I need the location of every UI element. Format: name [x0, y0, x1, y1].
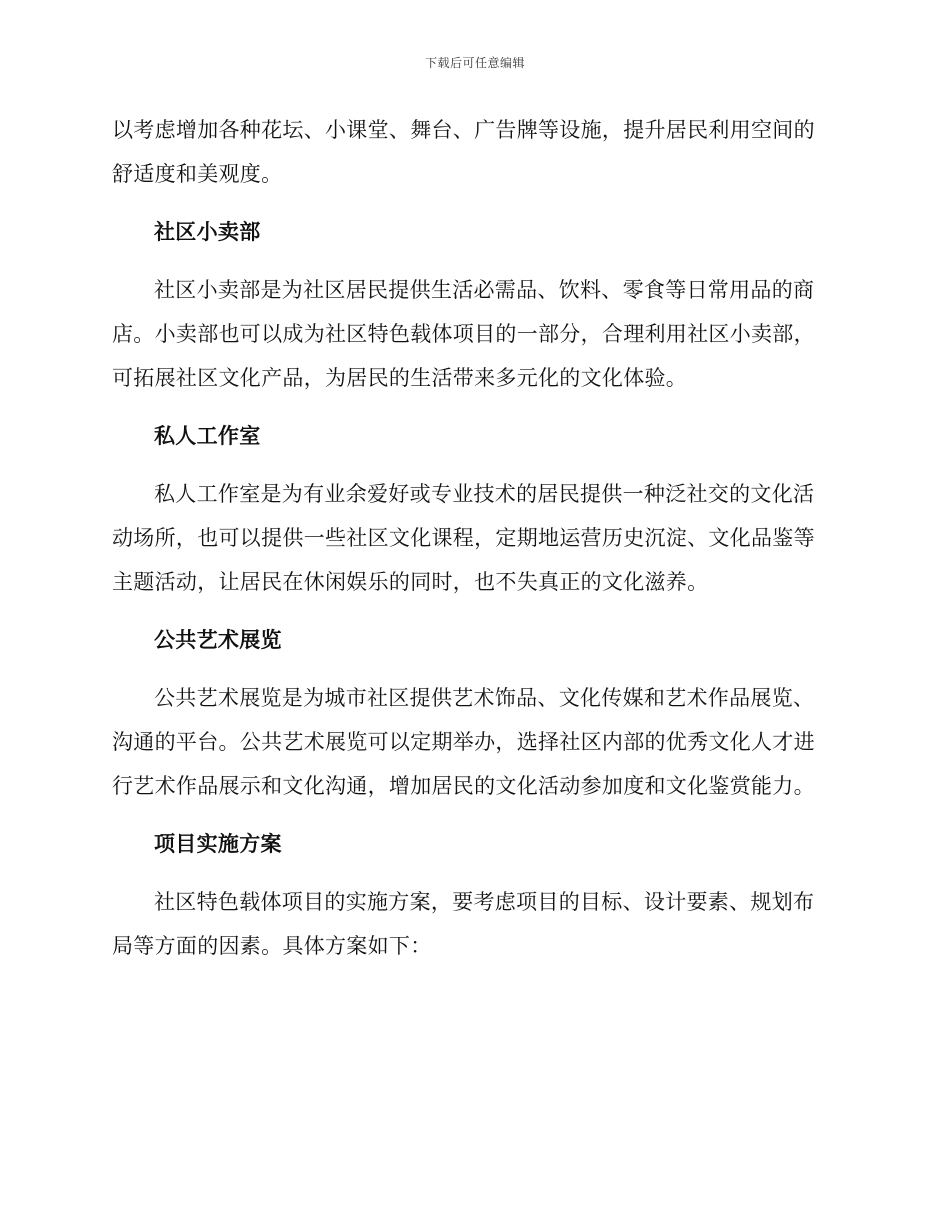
paragraph-studio: 私人工作室是为有业余爱好或专业技术的居民提供一种泛社交的文化活动场所，也可以提供一些社区文化课程，定期地运营历史沉淀、文化品鉴等主题活动，让居民在休闲娱乐的同时，也不失真正的文化滋养。 — [112, 482, 815, 594]
header-note: 下载后可任意编辑 — [424, 56, 525, 70]
paragraph-exhibition: 公共艺术展览是为城市社区提供艺术饰品、文化传媒和艺术作品展览、沟通的平台。公共艺术展览可以定期举办，选择社区内部的优秀文化人才进行艺术作品展示和文化沟通，增加居民的文化活动参加度和文化鉴赏能力。 — [112, 686, 815, 798]
section-heading-implementation: 项目实施方案 — [154, 832, 282, 856]
paragraph-store: 社区小卖部是为社区居民提供生活必需品、饮料、零食等日常用品的商店。小卖部也可以成为社区特色载体项目的一部分，合理利用社区小卖部，可拓展社区文化产品，为居民的生活带来多元化的文化体验。 — [112, 278, 815, 390]
paragraph-continuation: 以考虑增加各种花坛、小课堂、舞台、广告牌等设施，提升居民利用空间的舒适度和美观度。 — [112, 118, 815, 186]
paragraph-implementation: 社区特色载体项目的实施方案，要考虑项目的目标、设计要素、规划布局等方面的因素。具体方案如下： — [112, 890, 815, 958]
section-heading-store: 社区小卖部 — [154, 220, 261, 244]
section-heading-exhibition: 公共艺术展览 — [154, 628, 282, 652]
section-heading-studio: 私人工作室 — [154, 424, 261, 448]
document-body — [112, 108, 832, 982]
